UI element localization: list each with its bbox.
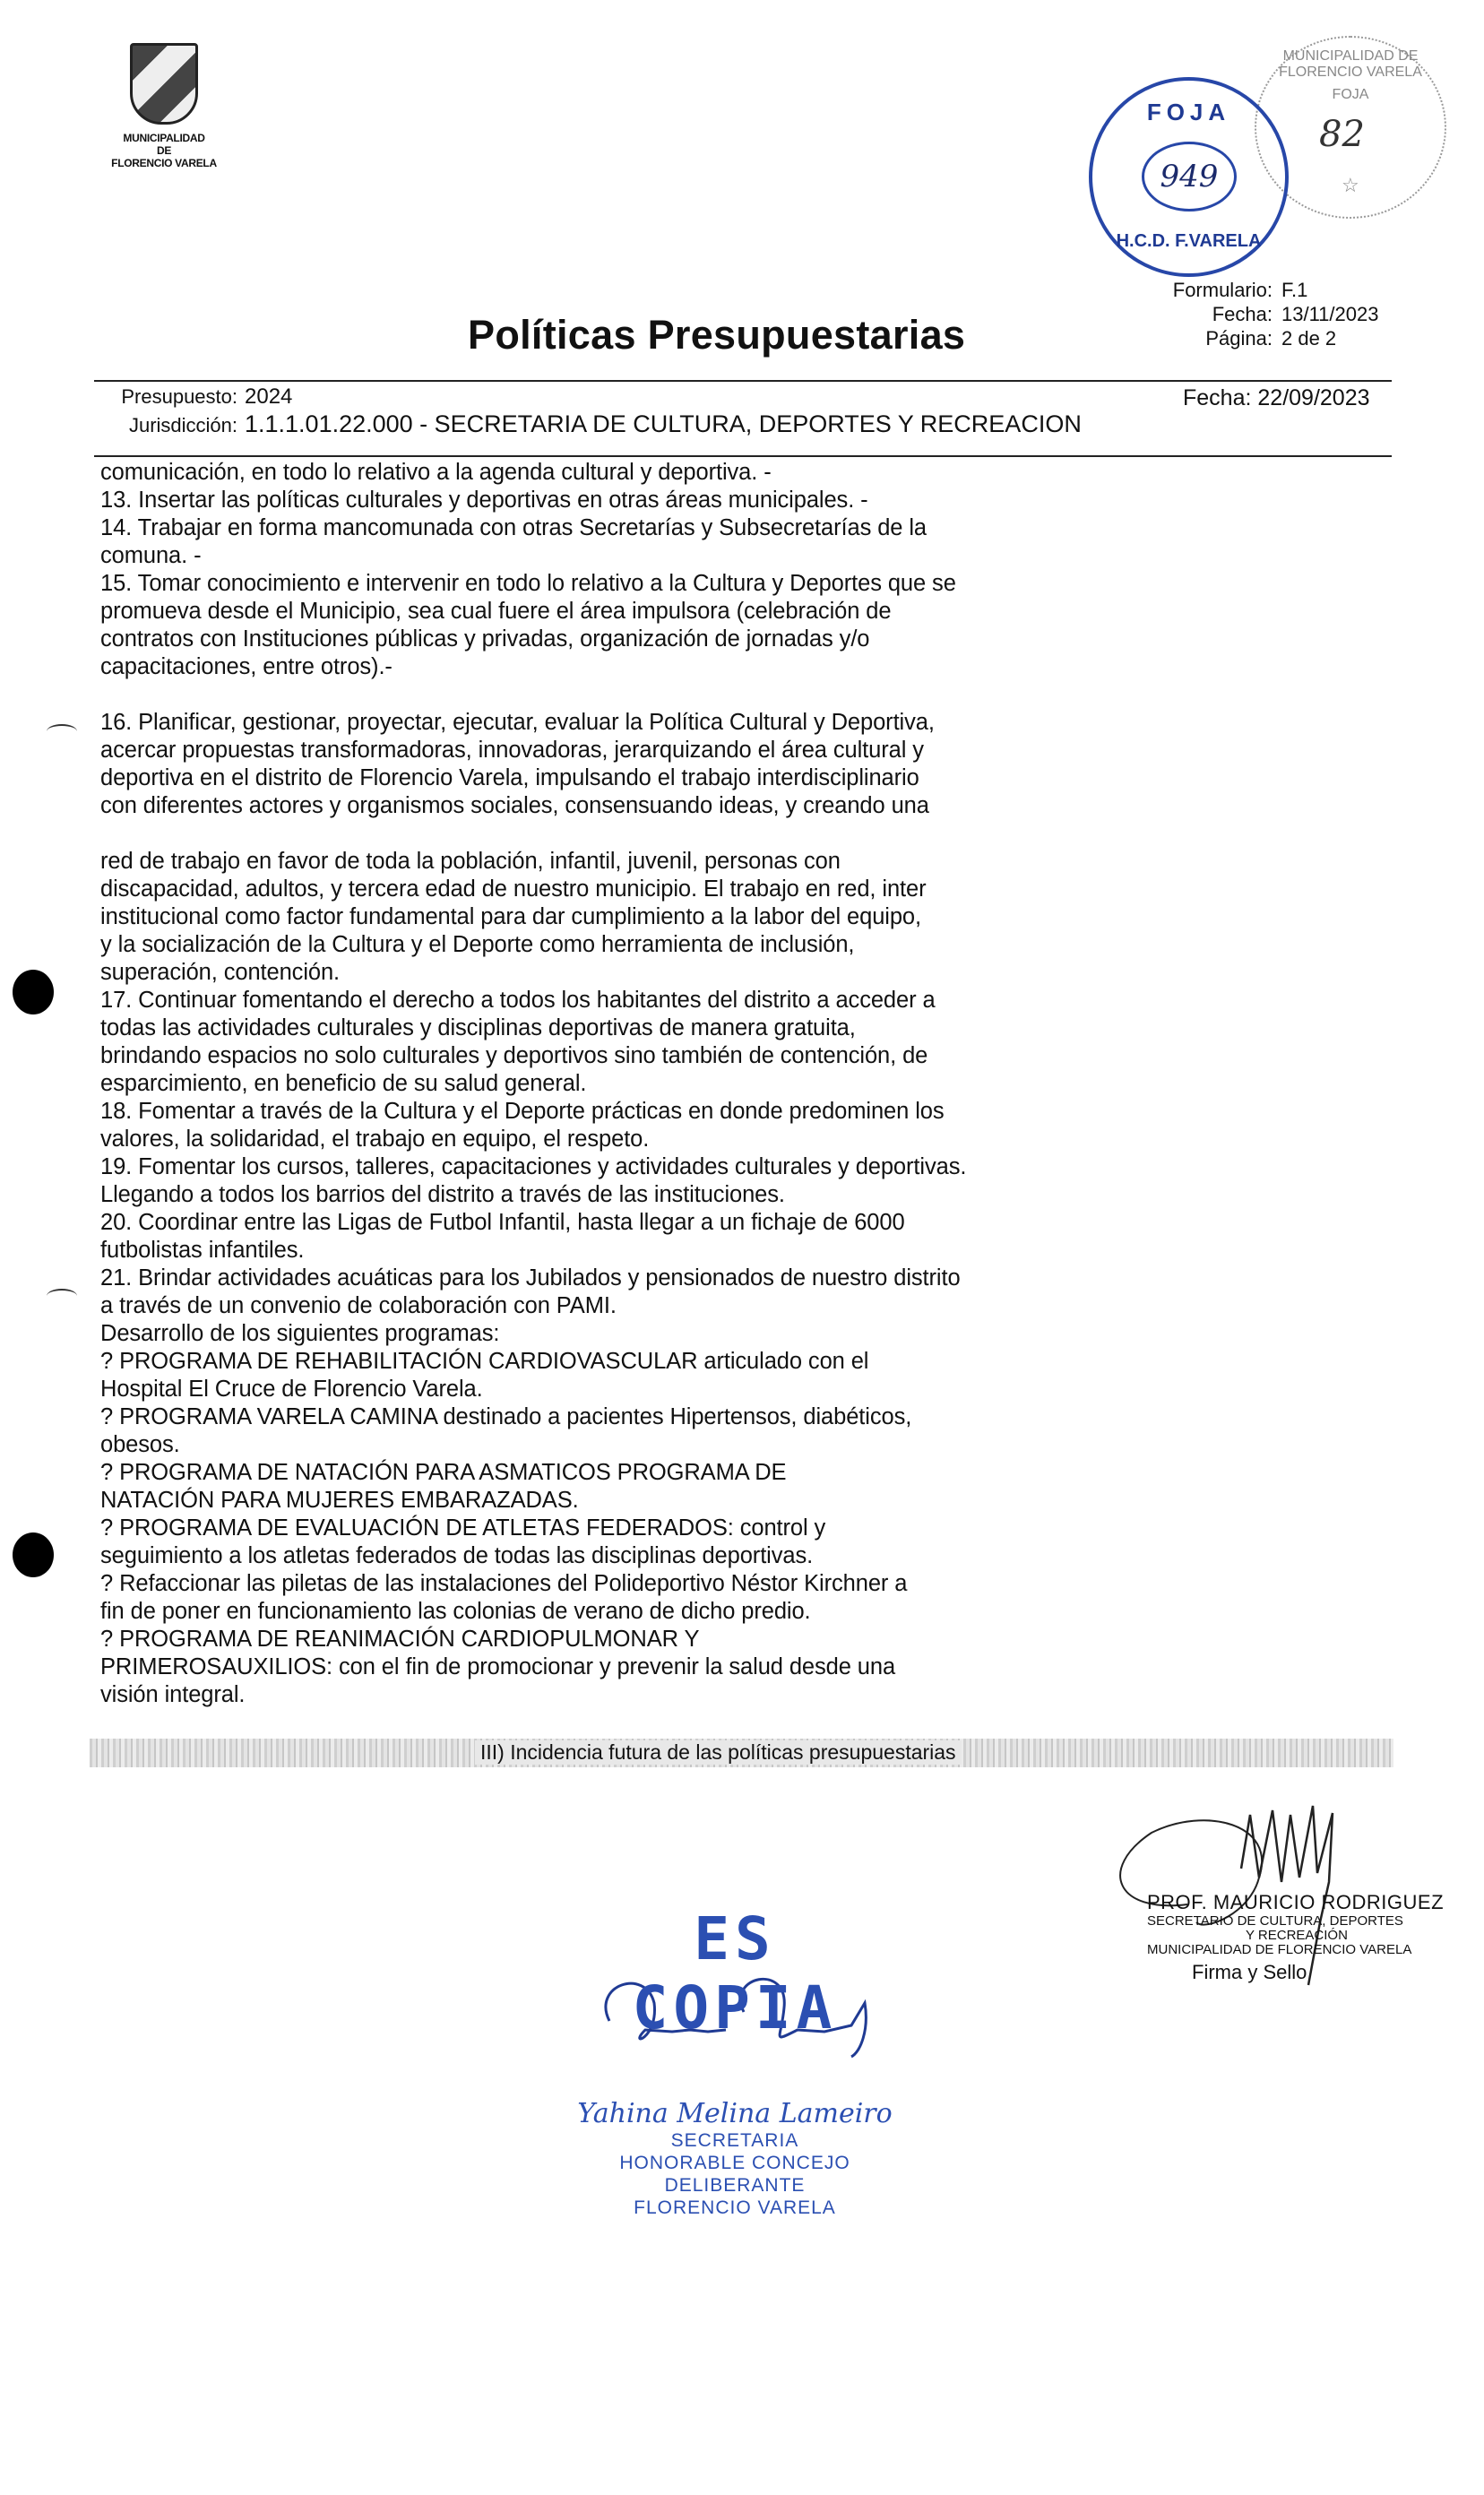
body-line: Llegando a todos los barrios del distrito a través de las instituciones.	[100, 1182, 785, 1207]
body-line: contratos con Instituciones públicas y privadas, organización de jornadas y/o	[100, 626, 870, 652]
body-group-a	[100, 459, 1068, 681]
body-line: seguimiento a los atletas federados de todas las disciplinas deportivas.	[100, 1543, 814, 1568]
presupuesto-label: Presupuesto:	[121, 385, 237, 408]
body-group-c	[100, 848, 1068, 1709]
foja-number: 949	[1142, 142, 1237, 212]
copy-stamp-line-1: SECRETARIA	[670, 2130, 799, 2151]
body-line: comuna. -	[100, 543, 202, 568]
folio-ring-text: MUNICIPALIDAD DE FLORENCIO VARELA	[1279, 48, 1422, 80]
body-line: 18. Fomentar a través de la Cultura y el Deporte prácticas en donde predominen los	[100, 1099, 945, 1124]
body-line: 17. Continuar fomentando el derecho a todos los habitantes del distrito a acceder a	[100, 988, 936, 1013]
foja-stamp	[1089, 77, 1289, 277]
header-divider-top	[94, 380, 1392, 382]
body-line: institucional como factor fundamental para dar cumplimiento a la labor del equipo,	[100, 904, 921, 929]
margin-mark	[47, 724, 77, 738]
body-line: todas las actividades culturales y disciplinas deportivas de manera gratuita,	[100, 1015, 856, 1040]
copy-stamp-line-2: HONORABLE CONCEJO DELIBERANTE	[619, 2153, 850, 2196]
form-label: Formulario:	[1172, 279, 1273, 301]
body-line: acercar propuestas transformadoras, innovadoras, jerarquizando el área cultural y	[100, 738, 924, 763]
signer-role-1: SECRETARIO DE CULTURA, DEPORTES	[1147, 1913, 1403, 1929]
copy-stamp-name: Yahina Melina Lameiro	[577, 2098, 893, 2129]
body-line: esparcimiento, en beneficio de su salud general.	[100, 1071, 587, 1096]
body-line: 13. Insertar las políticas culturales y deportivas en otras áreas municipales. -	[100, 488, 868, 513]
body-line: red de trabajo en favor de toda la población, infantil, juvenil, personas con	[100, 849, 841, 874]
body-line: ? PROGRAMA VARELA CAMINA destinado a pacientes Hipertensos, diabéticos,	[100, 1404, 912, 1429]
body-line: 21. Brindar actividades acuáticas para los Jubilados y pensionados de nuestro distrito	[100, 1265, 961, 1291]
signer-role-3: MUNICIPALIDAD DE FLORENCIO VARELA	[1147, 1942, 1412, 1957]
body-line: futbolistas infantiles.	[100, 1238, 305, 1263]
body-line: 15. Tomar conocimiento e intervenir en todo lo relativo a la Cultura y Deportes que se	[100, 571, 956, 596]
copy-stamp-line-3: FLORENCIO VARELA	[634, 2197, 836, 2218]
foja-stamp-bottom: H.C.D. F.VARELA	[1116, 231, 1262, 251]
logo-line-3: FLORENCIO VARELA	[111, 157, 217, 169]
page-label: Página:	[1205, 327, 1273, 350]
section-heading-bar	[90, 1739, 1393, 1767]
body-line: fin de poner en funcionamiento las colonias de verano de dicho predio.	[100, 1599, 811, 1624]
folio-number: 82	[1319, 114, 1365, 155]
body-line: ? PROGRAMA DE NATACIÓN PARA ASMATICOS PROGRAMA DE	[100, 1460, 787, 1485]
signature-block	[1147, 1891, 1452, 1984]
body-line: capacitaciones, entre otros).-	[100, 654, 393, 679]
date-label: Fecha:	[1212, 303, 1273, 325]
body-line: y la socialización de la Cultura y el Deporte como herramienta de inclusión,	[100, 932, 855, 957]
logo-line-2: DE	[156, 144, 172, 157]
budget-date	[1183, 385, 1370, 411]
body-line: PRIMEROSAUXILIOS: con el fin de promocionar y prevenir la salud desde una	[100, 1654, 896, 1679]
signature-caption: Firma y Sello	[1192, 1961, 1307, 1983]
form-meta-values	[1281, 278, 1443, 350]
signer-name: PROF. MAURICIO RODRIGUEZ	[1147, 1891, 1445, 1913]
copy-stamp	[574, 1904, 896, 2219]
body-line: discapacidad, adultos, y tercera edad de nuestro municipio. El trabajo en red, inter	[100, 876, 927, 902]
punch-hole	[13, 970, 54, 1014]
body-line: Desarrollo de los siguientes programas:	[100, 1321, 500, 1346]
budget-date-value: 22/09/2023	[1257, 385, 1370, 410]
body-line: 19. Fomentar los cursos, talleres, capacitaciones y actividades culturales y deportivas.	[100, 1154, 967, 1179]
date-value: 13/11/2023	[1281, 303, 1379, 325]
body-line: ? PROGRAMA DE REHABILITACIÓN CARDIOVASCULAR articulado con el	[100, 1349, 869, 1374]
body-line: obesos.	[100, 1432, 180, 1457]
body-line: valores, la solidaridad, el trabajo en equipo, el respeto.	[100, 1127, 650, 1152]
coat-of-arms-icon	[130, 43, 198, 125]
body-line: comunicación, en todo lo relativo a la agenda cultural y deportiva. -	[100, 460, 772, 485]
copy-stamp-title: ES COPIA	[632, 1904, 838, 2042]
body-line: ? PROGRAMA DE REANIMACIÓN CARDIOPULMONAR Y	[100, 1627, 700, 1652]
logo-line-1: MUNICIPALIDAD	[123, 132, 205, 144]
punch-hole	[13, 1532, 54, 1577]
municipality-logo	[97, 43, 231, 169]
header-divider-bottom	[94, 455, 1392, 457]
form-meta-labels	[1116, 278, 1273, 350]
body-line: superación, contención.	[100, 960, 341, 985]
budget-date-label: Fecha:	[1183, 385, 1252, 410]
presupuesto-value: 2024	[245, 384, 293, 409]
form-value: F.1	[1281, 279, 1308, 301]
jurisdiccion-label: Jurisdicción:	[128, 414, 237, 436]
body-group-b	[100, 709, 1068, 820]
body-line: a través de un convenio de colaboración con PAMI.	[100, 1293, 617, 1318]
section-heading: III) Incidencia futura de las políticas presupuestarias	[475, 1740, 962, 1765]
body-line: deportiva en el distrito de Florencio Varela, impulsando el trabajo interdisciplinario	[100, 765, 919, 790]
body-line: Hospital El Cruce de Florencio Varela.	[100, 1377, 483, 1402]
body-line: brindando espacios no solo culturales y deportivos sino también de contención, de	[100, 1043, 928, 1068]
body-line: con diferentes actores y organismos sociales, consensuando ideas, y creando una	[100, 793, 929, 818]
body-line: 14. Trabajar en forma mancomunada con otras Secretarías y Subsecretarías de la	[100, 515, 928, 540]
page-title: Políticas Presupuestarias	[468, 312, 966, 358]
margin-mark	[47, 1289, 77, 1303]
star-icon: ☆	[1342, 174, 1359, 196]
body-line: NATACIÓN PARA MUJERES EMBARAZADAS.	[100, 1488, 579, 1513]
budget-info	[103, 384, 1082, 439]
body-line: 20. Coordinar entre las Ligas de Futbol Infantil, hasta llegar a un fichaje de 6000	[100, 1210, 905, 1235]
body-line: ? Refaccionar las piletas de las instalaciones del Polideportivo Néstor Kirchner a	[100, 1571, 908, 1596]
jurisdiccion-value: 1.1.1.01.22.000 - SECRETARIA DE CULTURA, DEPORTES Y RECREACION	[245, 410, 1082, 437]
folio-label: FOJA	[1332, 87, 1369, 102]
body-line: promueva desde el Municipio, sea cual fuere el área impulsora (celebración de	[100, 599, 892, 624]
foja-stamp-top: FOJA	[1146, 99, 1231, 125]
body-line: 16. Planificar, gestionar, proyectar, ejecutar, evaluar la Política Cultural y Deportiva,	[100, 710, 935, 735]
body-line: visión integral.	[100, 1682, 246, 1707]
page-value: 2 de 2	[1281, 327, 1337, 350]
policy-body	[100, 459, 1068, 1709]
signer-role-2: Y RECREACIÓN	[1246, 1928, 1348, 1943]
body-line: ? PROGRAMA DE EVALUACIÓN DE ATLETAS FEDERADOS: control y	[100, 1515, 826, 1541]
